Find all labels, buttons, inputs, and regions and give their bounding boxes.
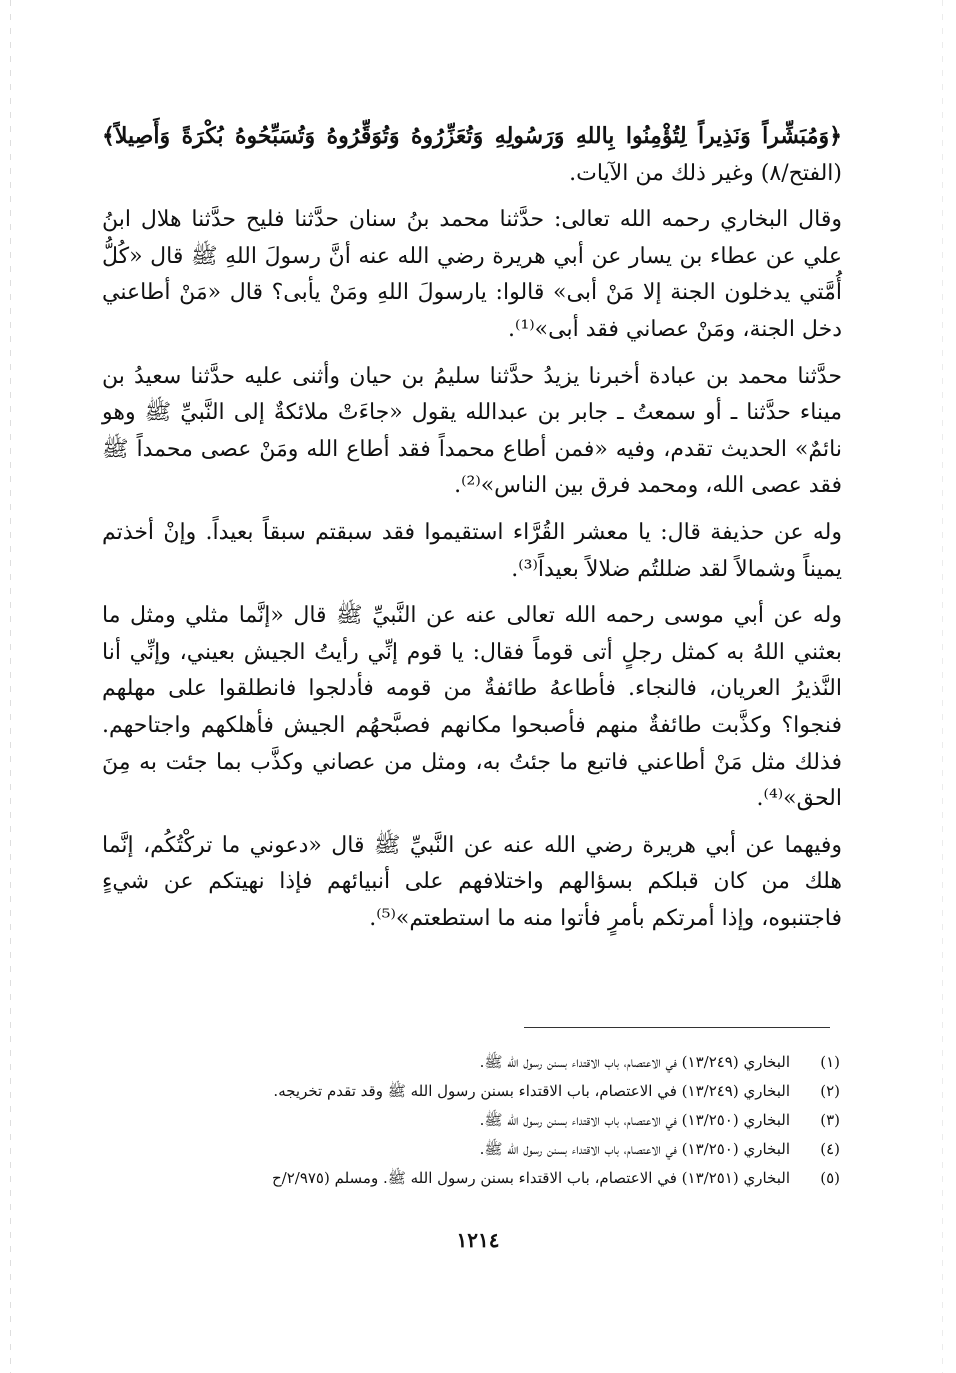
page-number: ١٢١٤ xyxy=(456,1228,500,1252)
verse-reference: (الفتح/٨) وغير ذلك من الآيات. xyxy=(569,160,842,186)
paragraph: وله عن أبي موسى رحمه الله تعالى عنه عن النَّبيِّ ﷺ قال «إنَّما مثلي ومثل ما بعثني اللهُ به كمثل رجلٍ أتى قوماً فقال: يا قوم إنِّي رأيتُ الجيش بعيني، وإنِّي أنا النَّذيرُ العريان، فالنجاء. فأطاعهُ طائفةٌ من قومه فأدلجوا فانطلقوا على مهلهم فنجوا؟ وكذَّبت طائفةٌ منهم فأصبحوا مكانهم فصبَّحهُم الجيش فأهلكهم واجتاحهم. فذلك مثل مَنْ أطاعني فاتبع ما جئتُ به، ومثل من عصاني وكذَّب بما جئت به مِنَ الحق»⁽⁴⁾. xyxy=(102,603,842,812)
footnote-text: البخاري (١٣/٢٤٩) في الاعتصام، باب الاقتداء بسنن رسول الله ﷺ وقد تقدم تخريجه. xyxy=(273,1082,790,1100)
quran-verse: ﴿وَمُبَشِّراً وَنَذِيراً لِتُؤْمِنُوا بِاللهِ وَرَسُولِهِ وَتُعَزِّرُوهُ وَتُوَقِّرُوهُ وَتُسَبِّحُوهُ بُكْرَةً وَأَصِيلاً﴾ xyxy=(102,123,842,149)
paragraph: وفيهما عن أبي هريرة رضي الله عنه عن النَّبيِّ ﷺ قال «دعوني ما تركْتُكُم، إنَّما هلك من كان قبلكم بسؤالهم واختلافهم على أنبيائهم فإذا نهيتكم عن شيءٍ فاجتنبوه، وإذا أمرتكم بأمرٍ فأتوا منه ما استطعتم»⁽⁵⁾. xyxy=(102,832,842,931)
paragraph: حدَّثنا محمد بن عبادة أخبرنا يزيدُ حدَّثنا سليمُ بن حيان وأثنى عليه حدَّثنا سعيدُ بن ميناء حدَّثنا ـ أو سمعتُ ـ جابر بن عبدالله يقول «جاءَتْ ملائكةٌ إلى النَّبيِّ ﷺ وهو نائمٌ» الحديث تقدم، وفيه «فمن أطاع محمداً فقد أطاع الله ومَنْ عصى محمداً ﷺ فقد عصى الله، ومحمد فرق بين الناس»⁽²⁾. xyxy=(102,363,842,499)
scan-edge-right xyxy=(942,0,943,1373)
main-text xyxy=(102,118,842,947)
paragraph: وقال البخاري رحمه الله تعالى: حدَّثنا محمد بنُ سنان حدَّثنا فليح حدَّثنا هلال ابنُ علي عن عطاء بن يسار عن أبي هريرة رضي الله عنه أنَّ رسولَ اللهِ ﷺ قال «كُلُّ أُمَّتي يدخلون الجنة إلا مَنْ أبى» قالوا: يارسولَ اللهِ ومَنْ يأبى؟ قال «مَنْ أطاعني دخل الجنة، ومَنْ عصاني فقد أبى»⁽¹⁾. xyxy=(102,207,842,342)
footnote xyxy=(110,1164,840,1193)
footnote xyxy=(110,1048,840,1077)
footnote-text: البخاري (١٣/٢٥١) في الاعتصام، باب الاقتداء بسنن رسول الله ﷺ. ومسلم (٢/٩٧٥/ح xyxy=(271,1169,790,1187)
footnote xyxy=(110,1135,840,1164)
footnote-text: البخاري (١٣/٢٤٩) في الاعتصام، باب الاقتداء بسنن رسول الله ﷺ. xyxy=(479,1053,790,1071)
footnote-number: (٤) xyxy=(820,1140,840,1158)
footnote-number: (١) xyxy=(820,1053,840,1071)
footnotes xyxy=(110,1048,840,1193)
footnote-number: (٢) xyxy=(820,1082,840,1100)
footnote-text: البخاري (١٣/٢٥٠) في الاعتصام، باب الاقتداء بسنن رسول الله ﷺ. xyxy=(479,1111,790,1129)
scan-edge-left xyxy=(10,0,11,1373)
verse-block xyxy=(102,118,842,192)
footnote xyxy=(110,1106,840,1135)
footnote-number: (٣) xyxy=(820,1111,840,1129)
footnote-text: البخاري (١٣/٢٥٠) في الاعتصام، باب الاقتداء بسنن رسول الله ﷺ. xyxy=(479,1140,790,1158)
footnote xyxy=(110,1077,840,1106)
paragraph: وله عن حذيفة قال: يا معشر القُرَّاء استقيموا فقد سبقتم سبقاً بعيداً. وإنْ أخذتم يميناً وشمالاً لقد ضللتُم ضلالاً بعيداً⁽³⁾. xyxy=(102,519,842,582)
footnote-number: (٥) xyxy=(820,1169,840,1187)
footnote-divider xyxy=(524,1027,830,1028)
